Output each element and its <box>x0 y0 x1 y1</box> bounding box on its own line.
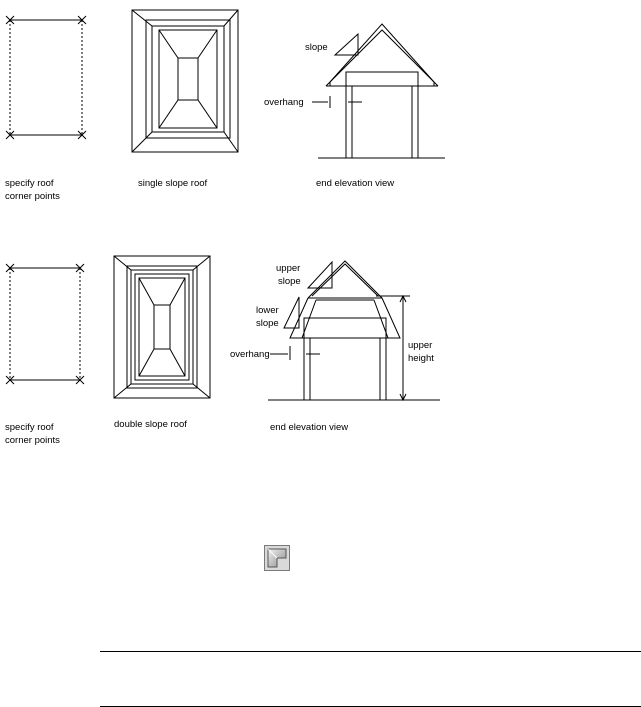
roof-tool-icon[interactable] <box>264 545 290 571</box>
row2-label-upper-height-line2: height <box>408 353 434 364</box>
row2-label-upper-slope-line1: upper <box>276 263 301 274</box>
row2-corner-points-figure <box>6 264 84 384</box>
row2-caption-corner-line1: specify roof <box>5 422 54 433</box>
row2-label-upper-slope-line2: slope <box>278 276 301 287</box>
row2-caption-plan: double slope roof <box>114 419 187 430</box>
single-slope-elevation <box>312 24 445 158</box>
row2-caption-corner-line2: corner points <box>5 435 60 446</box>
row1-caption-corner-line2: corner points <box>5 191 60 202</box>
row2-caption-elevation: end elevation view <box>270 422 349 433</box>
row2-label-lower-slope-line1: lower <box>256 305 279 316</box>
row1-label-slope: slope <box>305 42 328 53</box>
row1-caption-plan: single slope roof <box>138 178 208 189</box>
row2-label-lower-slope-line2: slope <box>256 318 279 329</box>
row1-caption-elevation: end elevation view <box>316 178 395 189</box>
double-slope-roof-plan <box>114 256 210 398</box>
row1-corner-points-figure <box>6 16 86 139</box>
divider-rule <box>100 651 641 652</box>
row2-label-upper-height-line1: upper <box>408 340 433 351</box>
row2-label-overhang: overhang <box>230 349 270 360</box>
row1-caption-corner-line1: specify roof <box>5 178 54 189</box>
row1-label-overhang: overhang <box>264 97 304 108</box>
single-slope-roof-plan <box>132 10 238 152</box>
